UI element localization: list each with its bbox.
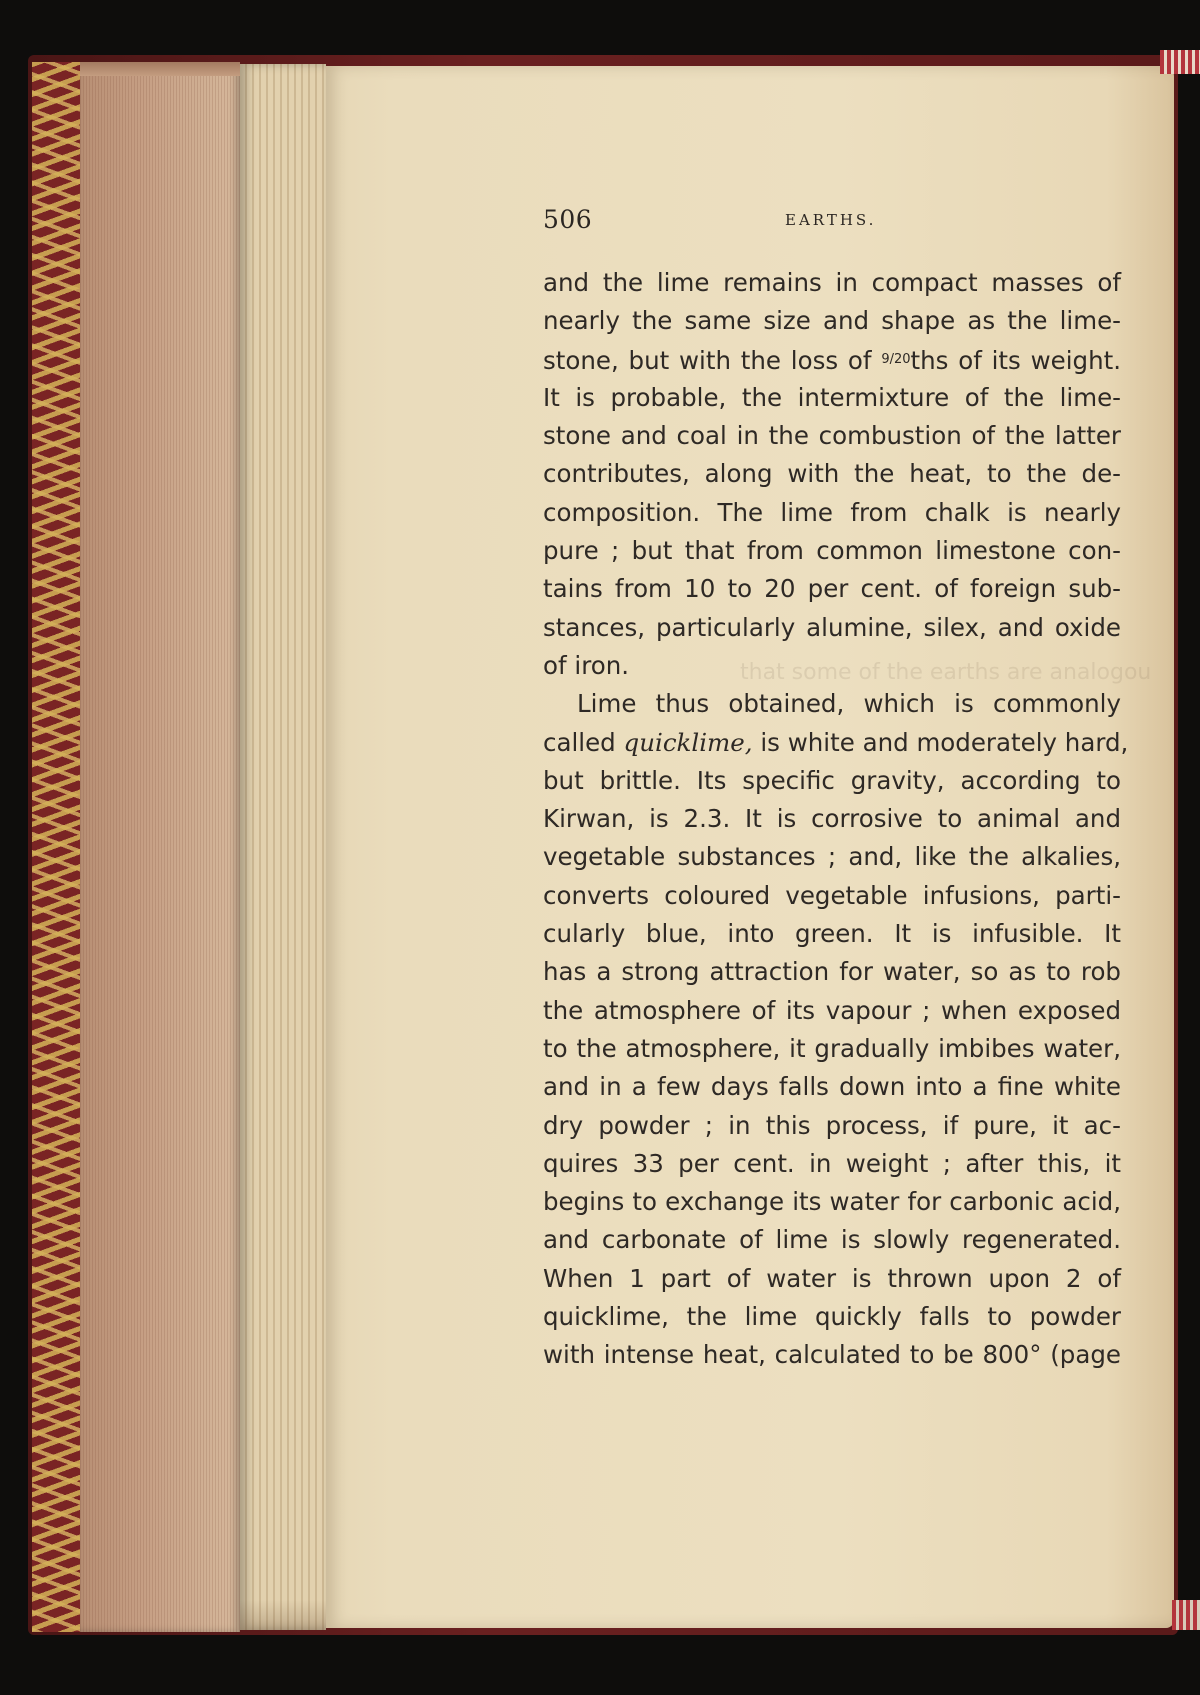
text-line xyxy=(543,532,1121,570)
text-line xyxy=(543,1145,1121,1183)
page-edges-shadow xyxy=(240,1600,326,1630)
gilt-floral-border xyxy=(32,62,84,1632)
line-text: quicklime, the lime quickly falls to powder xyxy=(543,1302,1121,1332)
line-text: with intense heat, calculated to be 800° (page xyxy=(543,1340,1121,1370)
line-text-before: stone, but with the loss of xyxy=(543,345,882,375)
line-text: tains from 10 to 20 per cent. of foreign sub- xyxy=(543,574,1121,604)
text-line xyxy=(543,762,1121,800)
text-line xyxy=(543,800,1121,838)
text-line xyxy=(543,724,1129,762)
line-text: the atmosphere of its vapour ; when exposed xyxy=(543,995,1121,1025)
text-line xyxy=(543,1260,1121,1298)
page-header xyxy=(543,205,1121,245)
text-line xyxy=(543,417,1121,455)
text-line xyxy=(543,1068,1121,1106)
text-line xyxy=(543,838,1121,876)
ribbon-marker-top xyxy=(1160,50,1200,74)
line-text: and in a few days falls down into a fine white xyxy=(543,1072,1121,1102)
line-text: composition. The lime from chalk is nearly xyxy=(543,497,1121,527)
line-text: but brittle. Its specific gravity, according to xyxy=(543,765,1121,795)
line-text: pure ; but that from common limestone con- xyxy=(543,536,1121,566)
text-line xyxy=(543,647,1121,685)
line-text: and carbonate of lime is slowly regenerated. xyxy=(543,1225,1121,1255)
body-text xyxy=(543,264,1129,1375)
text-line xyxy=(543,1336,1121,1374)
line-text: cularly blue, into green. It is infusible. It xyxy=(543,919,1121,949)
text-line xyxy=(543,570,1121,608)
text-line xyxy=(543,494,1121,532)
line-text: When 1 part of water is thrown upon 2 of xyxy=(543,1263,1121,1293)
ribbon-marker-bottom xyxy=(1172,1600,1200,1630)
line-text-after: is white and moderately hard, xyxy=(752,727,1129,757)
text-line xyxy=(543,1107,1121,1145)
line-text: vegetable substances ; and, like the alkalies, xyxy=(543,842,1121,872)
line-text: stone and coal in the combustion of the latter xyxy=(543,421,1121,451)
text-line xyxy=(543,264,1121,302)
line-text-before: called xyxy=(543,727,624,757)
line-text: converts coloured vegetable infusions, parti- xyxy=(543,880,1121,910)
italic-term: quicklime, xyxy=(623,727,753,757)
text-line xyxy=(543,953,1121,991)
line-text: contributes, along with the heat, to the de- xyxy=(543,459,1121,489)
text-line xyxy=(543,1298,1121,1336)
line-text: Lime thus obtained, which is commonly xyxy=(577,689,1121,719)
text-line xyxy=(543,341,1121,379)
line-text: nearly the same size and shape as the lime- xyxy=(543,306,1121,336)
text-line xyxy=(543,302,1121,340)
line-text: It is probable, the intermixture of the lime- xyxy=(543,382,1121,412)
text-line xyxy=(543,992,1121,1030)
text-line xyxy=(543,1030,1121,1068)
line-text: to the atmosphere, it gradually imbibes water, xyxy=(543,1033,1121,1063)
line-text: dry powder ; in this process, if pure, it ac- xyxy=(543,1110,1121,1140)
page-number: 506 xyxy=(543,205,593,234)
text-line xyxy=(543,915,1121,953)
text-line xyxy=(543,685,1121,723)
text-line xyxy=(543,609,1121,647)
running-head: EARTHS. xyxy=(785,211,877,229)
line-text: stances, particularly alumine, silex, and oxide xyxy=(543,612,1121,642)
line-text: quires 33 per cent. in weight ; after this, it xyxy=(543,1148,1121,1178)
text-line xyxy=(543,1221,1121,1259)
text-line xyxy=(543,1183,1121,1221)
line-text-after: ths of its weight. xyxy=(910,345,1121,375)
line-text: Kirwan, is 2.3. It is corrosive to animal and xyxy=(543,804,1121,834)
text-line xyxy=(543,455,1121,493)
line-text: begins to exchange its water for carbonic acid, xyxy=(543,1187,1121,1217)
line-text: has a strong attraction for water, so as to rob xyxy=(543,957,1121,987)
line-text: and the lime remains in compact masses of xyxy=(543,268,1121,297)
showthrough-line: that some of the earths are analogou xyxy=(740,660,1152,685)
fraction: 9/20 xyxy=(881,351,911,367)
left-page-stack-top xyxy=(80,62,240,76)
line-text: of iron. xyxy=(543,650,630,680)
left-page-stack xyxy=(80,62,240,1632)
text-line xyxy=(543,379,1121,417)
text-line xyxy=(543,877,1121,915)
page-edges xyxy=(240,64,326,1630)
